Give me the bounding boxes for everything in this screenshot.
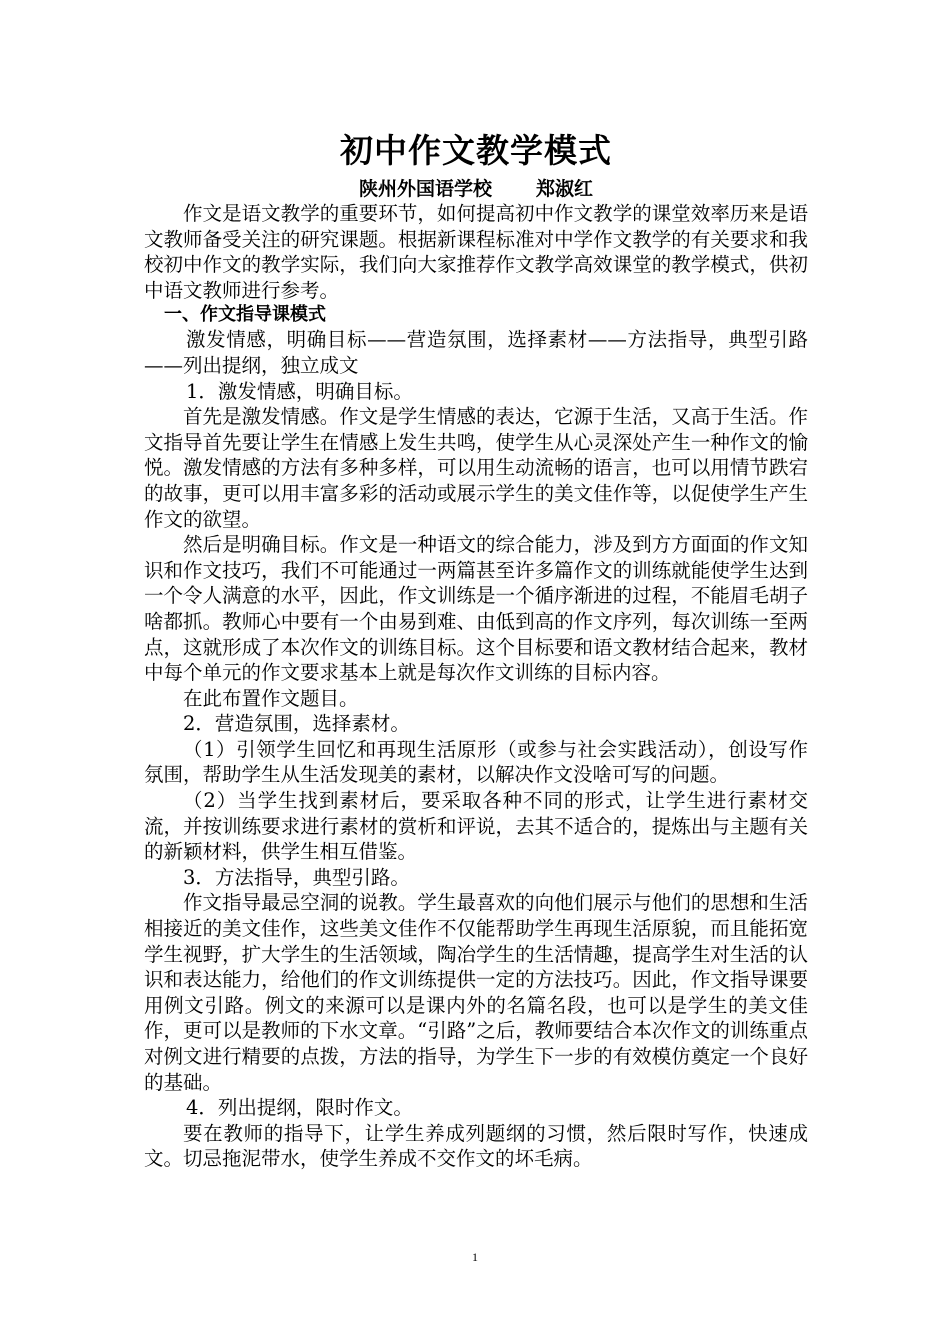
school-name: 陕州外国语学校	[358, 178, 492, 200]
section-summary: 激发情感，明确目标——营造氛围，选择素材——方法指导，典型引路——列出提纲，独立成文	[144, 328, 808, 377]
paragraph-step1-1: 首先是激发情感。作文是学生情感的表达，它源于生活，又高于生活。作文指导首先要让学生在情感上发生共鸣，使学生从心灵深处产生一种作文的愉悦。激发情感的方法有多种多样，可以用生动流畅的语言，也可以用情节跌宕的故事，更可以用丰富多彩的活动或展示学生的美文佳作等，以促使学生产生作文的欲望。	[144, 405, 808, 531]
intro-paragraph: 作文是语文教学的重要环节，如何提高初中作文教学的课堂效率历来是语文教师备受关注的研究课题。根据新课程标准对中学作文教学的有关要求和我校初中作文的教学实际，我们向大家推荐作文教学高效课堂的教学模式，供初中语文教师进行参考。	[144, 202, 808, 302]
paragraph-step1-3: 在此布置作文题目。	[183, 686, 359, 710]
paragraph-step1-2: 然后是明确目标。作文是一种语文的综合能力，涉及到方方面面的作文知识和作文技巧，我们不可能通过一两篇甚至许多篇作文的训练就能使学生达到一个令人满意的水平，因此，作文训练是一个循序渐进的过程，不能眉毛胡子啥都抓。教师心中要有一个由易到难、由低到高的作文序列，每次训练一至两点，这就形成了本次作文的训练目标。这个目标要和语文教材结合起来，教材中每个单元的作文要求基本上就是每次作文训练的目标内容。	[144, 533, 808, 685]
author-name: 郑淑红	[536, 178, 594, 200]
paragraph-step4-1: 要在教师的指导下，让学生养成列题纲的习惯，然后限时写作，快速成文。切忌拖泥带水，使学生养成不交作文的坏毛病。	[144, 1121, 808, 1171]
paragraph-step2-1: （1）引领学生回忆和再现生活原形（或参与社会实践活动），创设写作氛围，帮助学生从生活发现美的素材，以解决作文没啥可写的问题。	[144, 737, 808, 787]
byline	[144, 177, 808, 201]
step-heading-4: 4．列出提纲，限时作文。	[186, 1096, 413, 1120]
document-page	[144, 125, 808, 1172]
paragraph-step3-1: 作文指导最忌空洞的说教。学生最喜欢的向他们展示与他们的思想和生活相接近的美文佳作，这些美文佳作不仅能帮助学生再现生活原貌，而且能拓宽学生视野，扩大学生的生活领域，陶冶学生的生活情趣，提高学生对生活的认识和表达能力，给他们的作文训练提供一定的方法技巧。因此，作文指导课要用例文引路。例文的来源可以是课内外的名篇名段，也可以是学生的美文佳作，更可以是教师的下水文章。“引路”之后，教师要结合本次作文的训练重点对例文进行精要的点拨，方法的指导，为学生下一步的有效模仿奠定一个良好的基础。	[144, 891, 808, 1094]
document-title: 初中作文教学模式	[340, 131, 612, 170]
step-heading-3: 3．方法指导，典型引路。	[183, 865, 410, 889]
step-heading-1: 1．激发情感，明确目标。	[186, 379, 413, 403]
section-heading-1: 一、作文指导课模式	[164, 304, 326, 326]
step-heading-2: 2．营造氛围，选择素材。	[183, 712, 410, 736]
page-number: 1	[472, 1250, 478, 1264]
paragraph-step2-2: （2）当学生找到素材后，要采取各种不同的形式，让学生进行素材交流，并按训练要求进行素材的赏析和评说，去其不适合的，提炼出与主题有关的新颖材料，供学生相互借鉴。	[144, 789, 808, 864]
